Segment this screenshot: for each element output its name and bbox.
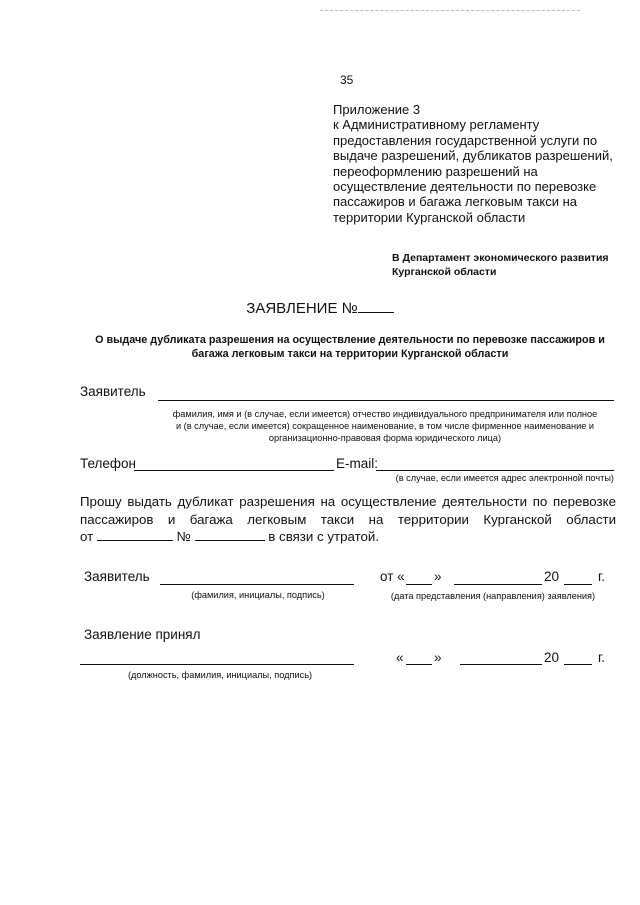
appendix-line: пассажиров и багажа легковым такси на	[333, 194, 577, 210]
page-number: 35	[340, 73, 354, 87]
email-label: E-mail:	[336, 456, 379, 471]
applicant-hint	[150, 408, 620, 444]
signature-applicant-field[interactable]	[160, 584, 354, 585]
request-line3	[80, 528, 616, 546]
appendix-line: территории Курганской области	[333, 209, 526, 225]
subtitle-line2: багажа легковым такси на территории Курганской области	[191, 348, 509, 360]
accepted-year-field[interactable]	[564, 664, 592, 665]
addressee-line1: В Департамент экономического развития	[392, 252, 609, 264]
request-number-field[interactable]	[195, 529, 265, 541]
signature-year-suffix: г.	[598, 569, 606, 584]
appendix-block	[333, 102, 628, 225]
accepted-day-field[interactable]	[406, 664, 432, 665]
appendix-line: предоставления государственной услуги по	[333, 132, 598, 148]
accepted-label: Заявление принял	[84, 627, 201, 642]
appendix-line: выдаче разрешений, дубликатов разрешений,	[333, 148, 613, 164]
appendix-line: Приложение 3	[333, 102, 421, 117]
phone-field[interactable]	[134, 470, 334, 471]
signature-year-field[interactable]	[564, 584, 592, 585]
accepted-quote-close: »	[434, 650, 442, 665]
title-text: ЗАЯВЛЕНИЕ №	[246, 300, 358, 317]
accepted-field[interactable]	[80, 664, 354, 665]
accepted-year-suffix: г.	[598, 650, 606, 665]
request-reason: в связи с утратой.	[268, 529, 380, 544]
subtitle-line1: О выдаче дубликата разрешения на осуществление деятельности по перевозке пассажиров и	[95, 334, 605, 346]
request-line2: пассажиров и багажа легковым такси на территории Курганской области	[80, 511, 616, 527]
applicant-hint-line1: фамилия, имя и (в случае, если имеется) отчество индивидуального предпринимателя или полное	[172, 409, 598, 419]
signature-quote-close: »	[434, 569, 442, 584]
request-line1: Прошу выдать дубликат разрешения на осуществление деятельности по перевозке	[80, 494, 616, 509]
document-title	[0, 300, 640, 317]
applicant-name-field[interactable]	[158, 400, 614, 401]
appendix-line: к Административному регламенту	[333, 117, 540, 133]
appendix-line: осуществление деятельности по перевозке	[333, 179, 597, 195]
addressee-line2: Курганской области	[392, 266, 497, 278]
signature-name-hint: (фамилия, инициалы, подпись)	[191, 590, 325, 600]
email-field[interactable]	[376, 470, 614, 471]
accepted-month-field[interactable]	[460, 664, 542, 665]
phone-label: Телефон	[80, 456, 137, 471]
accepted-year-prefix: 20	[544, 650, 560, 665]
signature-month-field[interactable]	[454, 584, 542, 585]
addressee-block	[392, 251, 632, 279]
signature-date-hint: (дата представления (направления) заявления)	[390, 591, 596, 601]
signature-day-field[interactable]	[406, 584, 432, 585]
email-hint: (в случае, если имеется адрес электронной почты)	[395, 473, 614, 483]
applicant-label: Заявитель	[80, 384, 146, 399]
request-number-label: №	[176, 529, 191, 544]
signature-year-prefix: 20	[544, 569, 560, 584]
request-paragraph	[80, 493, 616, 546]
appendix-line: переоформлению разрешений на	[333, 163, 538, 179]
signature-applicant-label: Заявитель	[84, 569, 150, 584]
applicant-hint-line2: и (в случае, если имеется) сокращенное наименование, в том числе фирменное наименование и	[175, 421, 594, 431]
accepted-quote-open: «	[396, 650, 404, 665]
document-subtitle	[80, 333, 620, 361]
title-number-blank[interactable]	[358, 300, 394, 313]
applicant-hint-line3: организационно-правовая форма юридического лица)	[268, 433, 502, 443]
scan-top-line	[320, 10, 580, 11]
accepted-hint: (должность, фамилия, инициалы, подпись)	[127, 670, 313, 680]
signature-date-from: от «	[380, 569, 405, 584]
request-from-label: от	[80, 529, 94, 544]
request-date-field[interactable]	[97, 529, 173, 541]
